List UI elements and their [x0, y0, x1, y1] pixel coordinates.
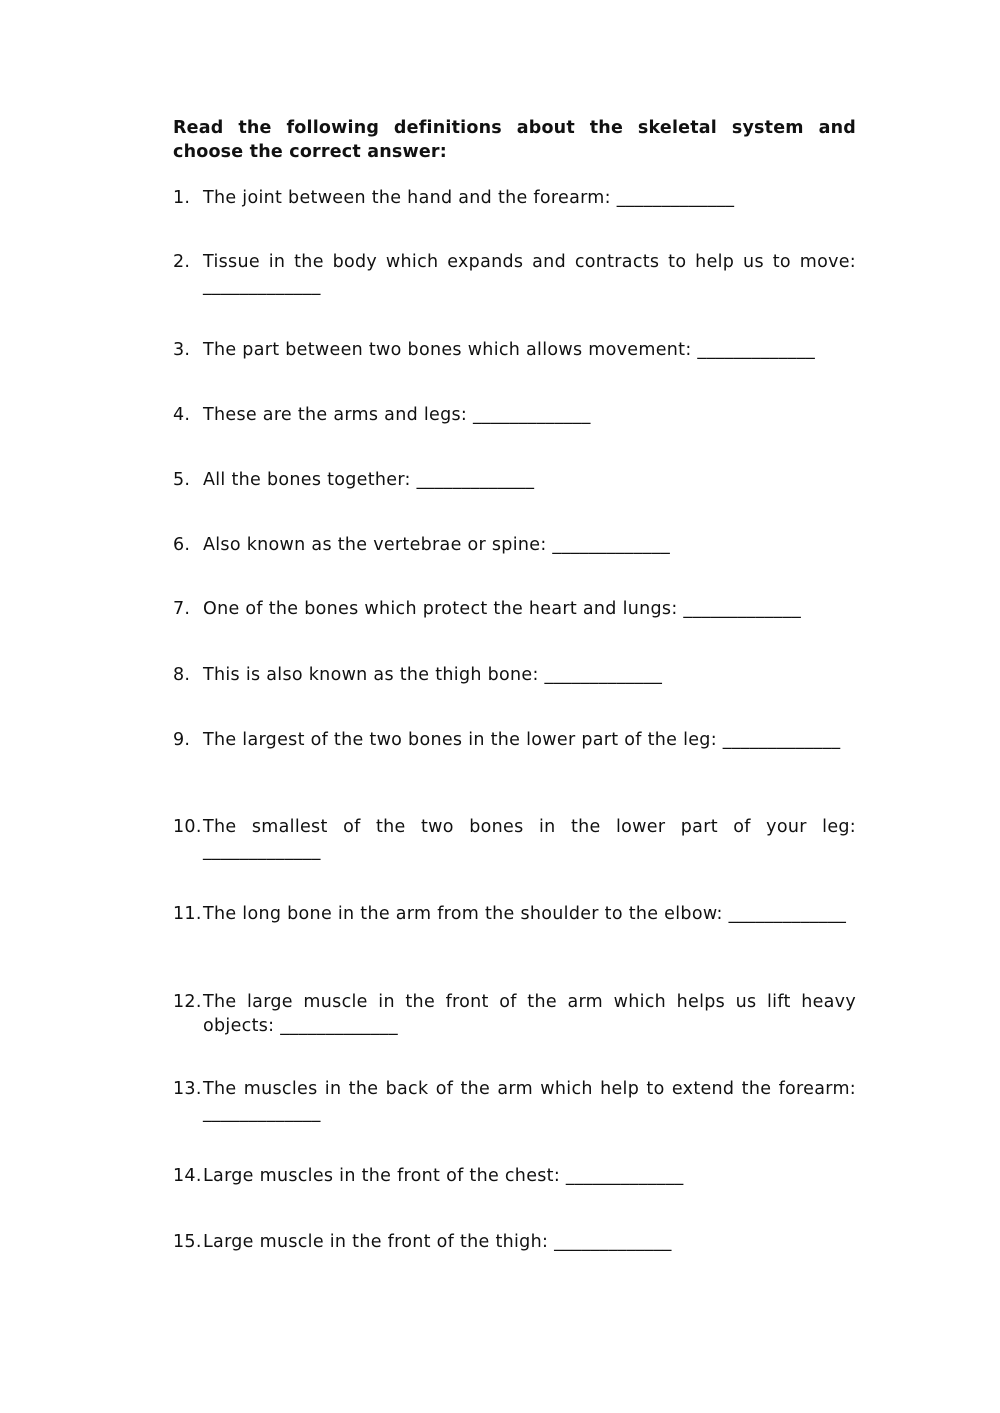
question-text: All the bones together:	[203, 470, 411, 490]
answer-blank[interactable]: _____________	[722, 730, 841, 750]
question-number: 8.	[173, 665, 191, 685]
answer-blank[interactable]: _____________	[544, 665, 663, 685]
question-item	[173, 250, 856, 298]
question-number: 15.	[173, 1232, 202, 1252]
question-number: 5.	[173, 470, 191, 490]
question-item	[173, 338, 856, 362]
answer-blank[interactable]: _____________	[683, 599, 802, 619]
question-item	[173, 186, 856, 210]
question-number: 3.	[173, 340, 191, 360]
answer-blank[interactable]: _____________	[552, 535, 671, 555]
answer-blank[interactable]: _____________	[728, 904, 847, 924]
question-text: The joint between the hand and the forearm:	[203, 188, 611, 208]
question-text: The smallest of the two bones in the lower part of your leg:	[203, 817, 856, 837]
question-number: 10.	[173, 817, 202, 837]
question-number: 11.	[173, 904, 202, 924]
question-text: The long bone in the arm from the shoulder to the elbow:	[203, 904, 723, 924]
question-text: Large muscles in the front of the chest:	[203, 1166, 561, 1186]
question-number: 13.	[173, 1079, 202, 1099]
question-number: 7.	[173, 599, 191, 619]
question-item	[173, 1230, 856, 1254]
question-item	[173, 990, 856, 1038]
answer-blank[interactable]: _____________	[697, 340, 816, 360]
answer-blank[interactable]: _____________	[416, 470, 535, 490]
question-number: 2.	[173, 252, 191, 272]
question-text: Large muscle in the front of the thigh:	[203, 1232, 549, 1252]
answer-blank[interactable]: _____________	[203, 1103, 321, 1123]
question-text: This is also known as the thigh bone:	[203, 665, 539, 685]
question-text: The muscles in the back of the arm which help to extend the forearm:	[203, 1079, 856, 1099]
question-item	[173, 533, 856, 557]
answer-blank[interactable]: _____________	[616, 188, 735, 208]
question-text: The part between two bones which allows movement:	[203, 340, 692, 360]
question-item	[173, 597, 856, 621]
answer-blank[interactable]: _____________	[203, 841, 321, 861]
question-text: The largest of the two bones in the lower part of the leg:	[203, 730, 717, 750]
answer-blank[interactable]: _____________	[473, 405, 591, 425]
question-number: 14.	[173, 1166, 202, 1186]
question-item	[173, 1164, 856, 1188]
question-text: One of the bones which protect the heart and lungs:	[203, 599, 678, 619]
worksheet-page	[173, 116, 856, 1252]
question-text: These are the arms and legs:	[203, 405, 468, 425]
answer-blank[interactable]: _____________	[554, 1232, 672, 1252]
question-text: The large muscle in the front of the arm which helps us lift heavy objects:	[203, 992, 856, 1036]
question-text: Tissue in the body which expands and contracts to help us to move:	[203, 252, 856, 272]
question-item	[173, 728, 856, 752]
question-item	[173, 815, 856, 863]
question-number: 1.	[173, 188, 191, 208]
question-number: 9.	[173, 730, 191, 750]
answer-blank[interactable]: _____________	[280, 1016, 398, 1036]
question-number: 6.	[173, 535, 191, 555]
question-text: Also known as the vertebrae or spine:	[203, 535, 547, 555]
question-number: 12.	[173, 992, 202, 1012]
question-number: 4.	[173, 405, 191, 425]
question-item	[173, 1077, 856, 1125]
question-item	[173, 663, 856, 687]
question-item	[173, 468, 856, 492]
question-item	[173, 902, 856, 926]
answer-blank[interactable]: _____________	[565, 1166, 684, 1186]
question-item	[173, 403, 856, 427]
worksheet-instructions: Read the following definitions about the skeletal system and choose the correct answer:	[173, 118, 856, 162]
answer-blank[interactable]: _____________	[203, 276, 321, 296]
